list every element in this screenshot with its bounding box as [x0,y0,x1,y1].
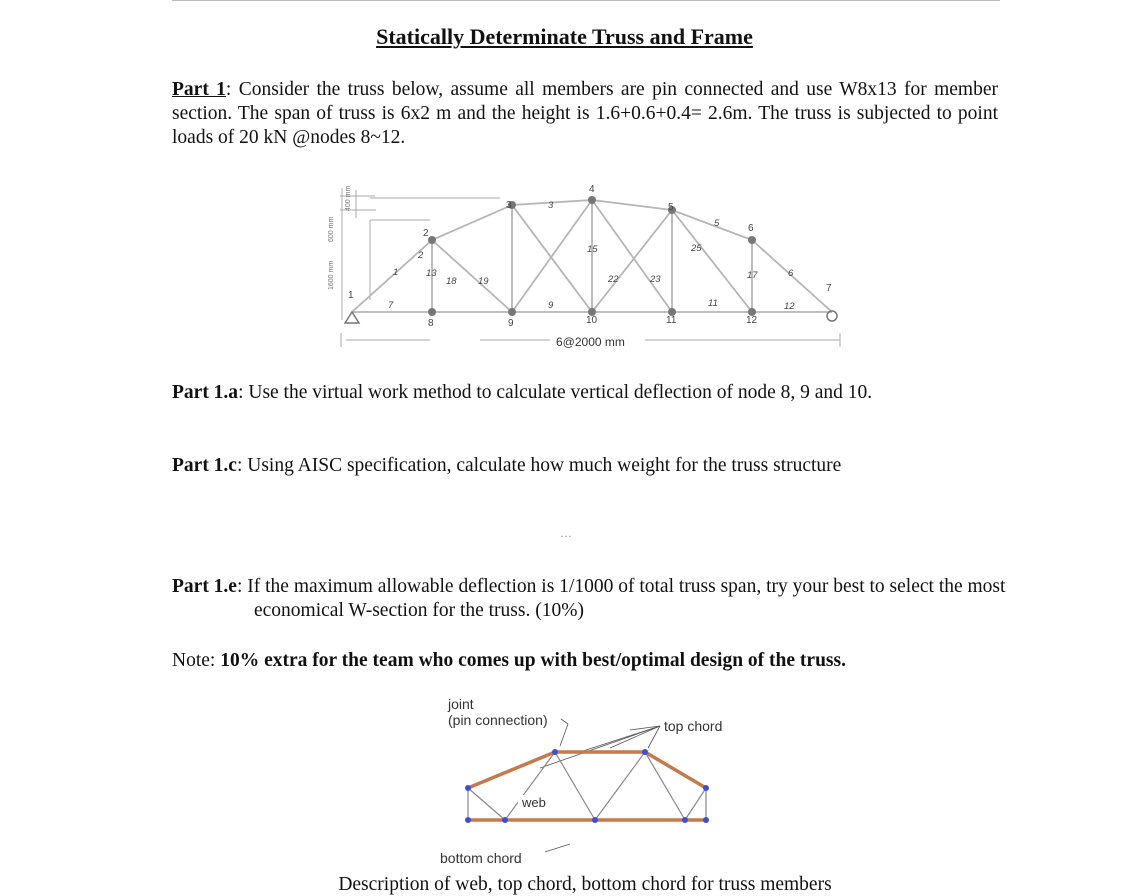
joints [465,749,709,823]
dim-1600-label: 1600 mm [328,260,335,290]
dim-400-label: 400 mm [345,185,352,211]
chords [468,752,706,820]
member-label-3: 3 [548,200,554,211]
node-label-10: 10 [586,315,598,326]
node-label-12: 12 [746,315,758,326]
node-label-11: 11 [666,315,677,326]
part1-label: Part 1 [172,79,226,100]
member-label-1: 1 [393,267,399,278]
node-label-5: 5 [668,202,674,213]
truss-figure [300,180,860,355]
top-rule [172,0,1000,1]
dim-600-label: 600 mm [328,216,335,242]
truss-members [352,200,832,312]
part1-paragraph [172,78,998,150]
node-label-8: 8 [428,318,434,329]
member-label-5: 5 [714,218,720,229]
member-label-22: 22 [608,274,619,285]
joint-label-line1: joint [448,696,474,712]
member-label-6: 6 [788,268,794,279]
part1e-label: Part 1.e [172,576,237,597]
part1c-text: : Using AISC specification, calculate how much weight for the truss structure [236,455,842,476]
node-label-6: 6 [748,223,754,234]
bottom-chord-label: bottom chord [440,850,522,866]
truss-description-diagram [430,692,760,870]
joint-label-line2: (pin connection) [448,712,548,728]
part1e-paragraph [172,575,1080,623]
member-label-17: 17 [747,270,758,281]
page-title: Statically Determinate Truss and Frame [376,24,753,49]
member-label-11: 11 [708,298,718,309]
part1-text: : Consider the truss below, assume all members are pin connected and use W8x13 for member section. The span of truss is 6x2 m and the height is 1.6+0.6+0.4= 2.6m. The truss is subjected to point loads of 20 kN @nodes 8~12. [172,79,998,148]
part1c-label: Part 1.c [172,455,237,476]
pin-support-icon [345,312,359,323]
web-label: web [522,795,546,810]
note-prefix: Note: [172,650,221,671]
figure-caption: Description of web, top chord, bottom chord for truss members [338,874,832,895]
span-label: 6@2000 mm [556,335,625,349]
member-label-19: 19 [478,276,489,287]
node-label-4: 4 [589,184,595,195]
member-label-13: 13 [426,268,437,279]
member-label-12: 12 [784,301,795,312]
part1a-text: : Use the virtual work method to calculate vertical deflection of node 8, 9 and 10. [238,382,873,403]
top-chord-label: top chord [664,718,723,734]
part1c-paragraph [172,454,998,478]
part1a-paragraph [172,381,998,405]
note-paragraph [172,649,998,673]
node-label-1: 1 [348,290,354,301]
member-label-15: 15 [587,244,598,255]
member-label-23: 23 [650,274,661,285]
node-label-3: 3 [506,200,512,211]
stray-mark: ··· [560,529,572,543]
member-label-25: 25 [691,243,702,254]
member-label-9: 9 [548,300,554,311]
part1e-text: : If the maximum allowable deflection is 1/1000 of total truss span, try your best to select the most economical W-section for the truss. (10%) [236,576,1006,621]
node-label-2: 2 [423,228,429,239]
node-label-9: 9 [508,318,514,329]
note-bold: 10% extra for the team who comes up with best/optimal design of the truss. [220,650,846,671]
member-label-7: 7 [388,300,394,311]
member-label-18: 18 [446,276,457,287]
node-label-7: 7 [826,283,832,294]
member-label-2: 2 [418,250,424,261]
part1a-label: Part 1.a [172,382,239,403]
